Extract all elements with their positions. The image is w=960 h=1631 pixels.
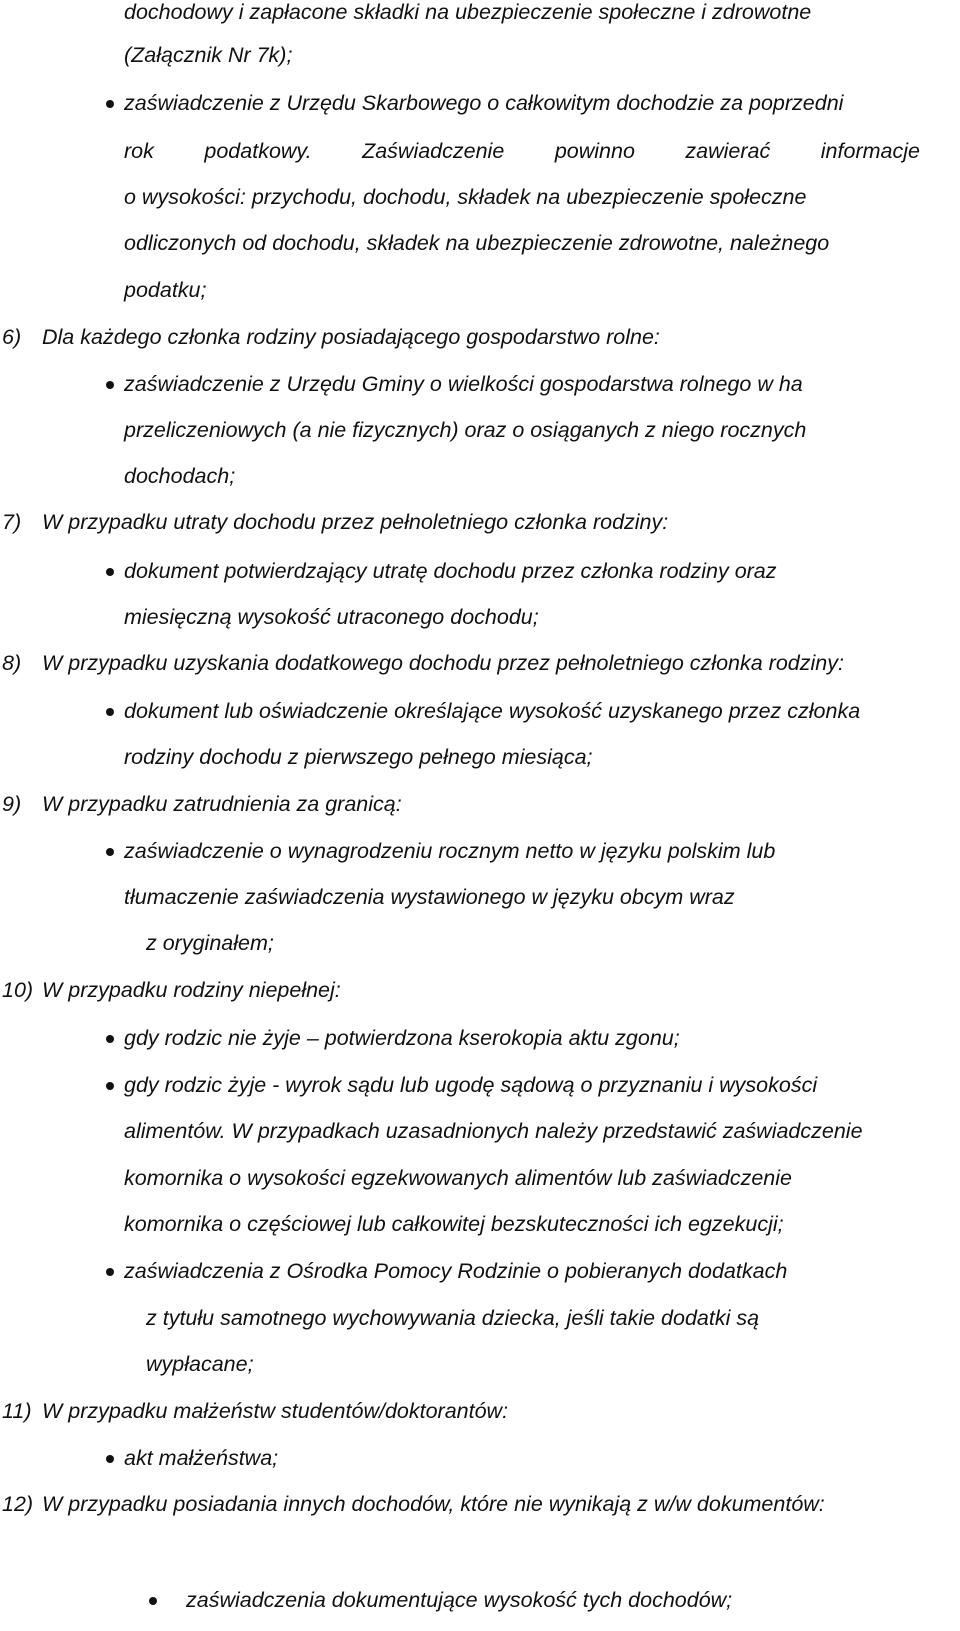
- word: Zaświadczenie: [362, 139, 505, 163]
- word: rok: [124, 139, 154, 163]
- bullet-icon: [106, 1455, 114, 1463]
- section-number: 9): [2, 792, 22, 816]
- section-number: 11): [2, 1399, 32, 1423]
- bullet-icon: [106, 100, 114, 108]
- text-line: zaświadczenie o wynagrodzeniu rocznym netto w języku polskim lub: [124, 839, 776, 863]
- bullet-icon: [106, 708, 114, 716]
- word: informacje: [820, 139, 920, 163]
- text-line: komornika o częściowej lub całkowitej bezskuteczności ich egzekucji;: [124, 1212, 784, 1236]
- justified-line: [124, 137, 920, 165]
- section-heading: W przypadku utraty dochodu przez pełnoletniego członka rodziny:: [42, 510, 669, 534]
- text-line: zaświadczenie z Urzędu Gminy o wielkości gospodarstwa rolnego w ha: [124, 372, 803, 396]
- bullet-icon: [106, 1268, 114, 1276]
- text-line: dochodach;: [124, 464, 236, 488]
- bullet-icon: [149, 1597, 157, 1605]
- text-line: gdy rodzic żyje - wyrok sądu lub ugodę sądową o przyznaniu i wysokości: [124, 1073, 818, 1097]
- text-line: alimentów. W przypadkach uzasadnionych należy przedstawić zaświadczenie: [124, 1119, 863, 1143]
- bullet-icon: [106, 848, 114, 856]
- word: powinno: [554, 139, 635, 163]
- bullet-icon: [106, 1035, 114, 1043]
- text-line: przeliczeniowych (a nie fizycznych) oraz o osiąganych z niego rocznych: [124, 418, 807, 442]
- text-line: gdy rodzic nie żyje – potwierdzona kserokopia aktu zgonu;: [124, 1026, 680, 1050]
- section-number: 6): [2, 325, 22, 349]
- section-heading: W przypadku rodziny niepełnej:: [42, 978, 341, 1002]
- section-number: 8): [2, 651, 22, 675]
- text-line: zaświadczenia z Ośrodka Pomocy Rodzinie o pobieranych dodatkach: [124, 1259, 788, 1283]
- word: zawierać: [685, 139, 771, 163]
- text-line: wypłacane;: [146, 1352, 254, 1376]
- section-number: 10): [2, 978, 34, 1002]
- text-line: dokument potwierdzający utratę dochodu przez członka rodziny oraz: [124, 559, 777, 583]
- text-line: dokument lub oświadczenie określające wysokość uzyskanego przez członka: [124, 699, 861, 723]
- text-line: dochodowy i zapłacone składki na ubezpieczenie społeczne i zdrowotne: [124, 0, 812, 24]
- text-line: z tytułu samotnego wychowywania dziecka, jeśli takie dodatki są: [146, 1306, 760, 1330]
- bullet-icon: [106, 568, 114, 576]
- text-line: miesięczną wysokość utraconego dochodu;: [124, 605, 539, 629]
- section-number: 7): [2, 510, 22, 534]
- section-heading: W przypadku zatrudnienia za granicą:: [42, 792, 402, 816]
- text-line: komornika o wysokości egzekwowanych alimentów lub zaświadczenie: [124, 1166, 793, 1190]
- section-number: 12): [2, 1492, 34, 1516]
- section-heading: W przypadku uzyskania dodatkowego dochodu przez pełnoletniego członka rodziny:: [42, 651, 844, 675]
- text-line: zaświadczenia dokumentujące wysokość tych dochodów;: [186, 1588, 733, 1612]
- text-line: tłumaczenie zaświadczenia wystawionego w języku obcym wraz: [124, 885, 735, 909]
- text-line: akt małżeństwa;: [124, 1446, 279, 1470]
- text-line: zaświadczenie z Urzędu Skarbowego o całkowitym dochodzie za poprzedni: [124, 91, 844, 115]
- section-heading: Dla każdego członka rodziny posiadającego gospodarstwo rolne:: [42, 325, 660, 349]
- text-line: odliczonych od dochodu, składek na ubezpieczenie zdrowotne, należnego: [124, 231, 830, 255]
- text-line: (Załącznik Nr 7k);: [124, 43, 293, 67]
- section-heading: W przypadku posiadania innych dochodów, które nie wynikają z w/w dokumentów:: [42, 1492, 825, 1516]
- text-line: o wysokości: przychodu, dochodu, składek na ubezpieczenie społeczne: [124, 185, 807, 209]
- bullet-icon: [106, 381, 114, 389]
- text-line: rodziny dochodu z pierwszego pełnego miesiąca;: [124, 745, 593, 769]
- text-line: z oryginałem;: [146, 931, 274, 955]
- word: podatkowy.: [204, 139, 312, 163]
- bullet-icon: [106, 1082, 114, 1090]
- section-heading: W przypadku małżeństw studentów/doktorantów:: [42, 1399, 509, 1423]
- text-line: podatku;: [124, 278, 207, 302]
